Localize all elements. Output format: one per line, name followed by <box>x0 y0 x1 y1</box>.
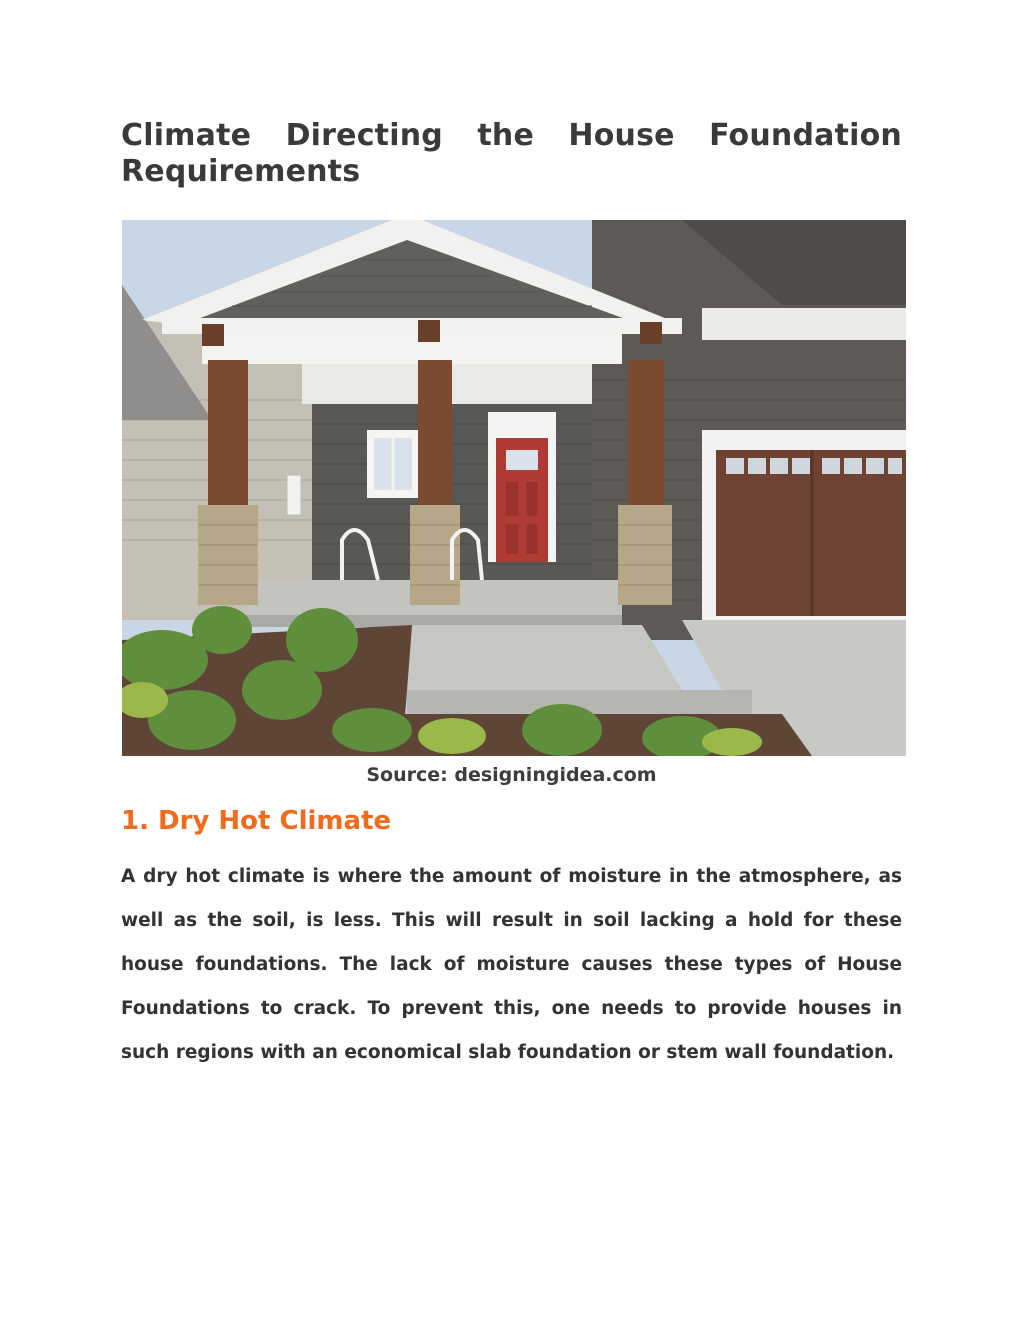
document-page <box>121 118 902 1063</box>
document-title: Climate Directing the House Foundation Requirements <box>121 118 902 189</box>
house-photo <box>122 220 906 756</box>
section-heading: 1. Dry Hot Climate <box>121 806 392 836</box>
house-illustration <box>122 220 906 756</box>
section-paragraph: A dry hot climate is where the amount of moisture in the atmosphere, as well as the soil, is less. This will result in soil lacking a hold for these house foundations. The lack of moisture causes these types of House Foundations to crack. To prevent this, one needs to provide houses in such regions with an economical slab foundation or stem wall foundation. <box>121 866 902 1063</box>
image-caption: Source: designingidea.com <box>366 764 657 786</box>
